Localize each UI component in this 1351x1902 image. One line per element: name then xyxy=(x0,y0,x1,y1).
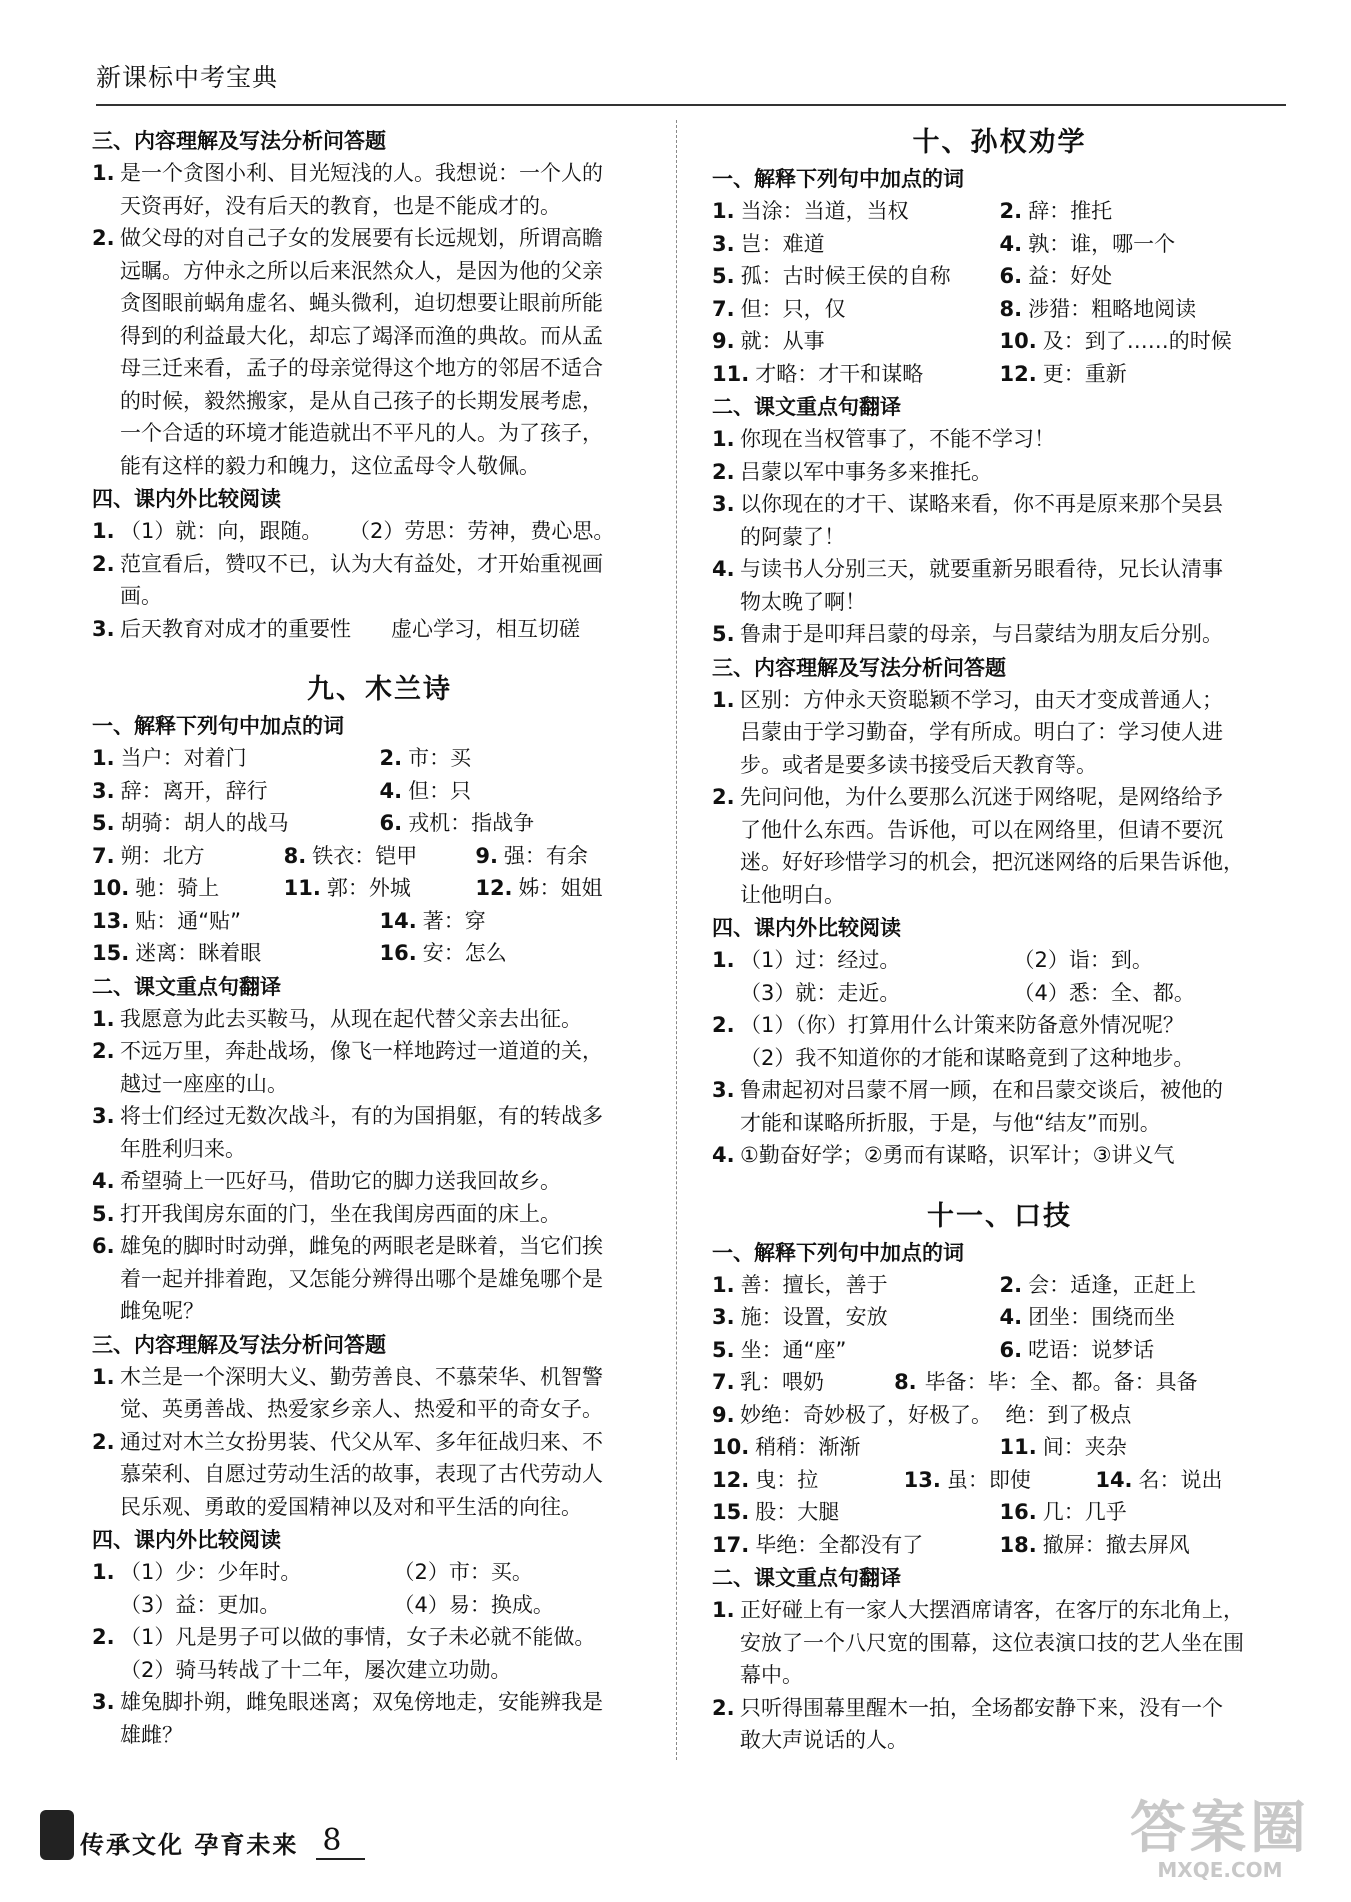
answer-item xyxy=(92,222,667,482)
item-number: 1. xyxy=(92,1364,115,1389)
item-number: 14. xyxy=(379,908,417,933)
item-number: 17. xyxy=(712,1532,750,1557)
item-text: 通过对木兰女扮男装、代父从军、多年征战归来、不 慕荣利、自愿过劳动生活的故事，表现了古代劳动人 民乐观、勇敢的爱国精神以及对和平生活的向往。 xyxy=(120,1429,603,1519)
answer-item xyxy=(712,1594,1287,1692)
item-number: 12. xyxy=(999,361,1037,386)
item-number: 1. xyxy=(712,687,735,712)
section-heading: 四、课内外比较阅读 xyxy=(92,1528,281,1552)
word-item xyxy=(904,1464,1096,1497)
item-text: 乳：喂奶 xyxy=(740,1370,865,1394)
word-definition: 岂：难道 xyxy=(740,231,825,256)
answer-item xyxy=(712,684,1287,782)
item-text: 雄兔的脚时时动弹，雌兔的两眼老是眯着，当它们挨 着一起并排着跑，又怎能分辨得出哪个是雄兔哪个是 雌兔呢？ xyxy=(120,1234,603,1323)
item-number: 5. xyxy=(712,1337,735,1362)
word-item xyxy=(1000,1269,1288,1302)
item-text: 后天教育对成才的重要性 虚心学习，相互切磋 xyxy=(120,616,581,641)
word-definition: 曳：拉 xyxy=(755,1467,819,1492)
item-number: 2. xyxy=(712,1013,735,1037)
word-item xyxy=(712,195,1000,228)
item-number: 2. xyxy=(92,551,115,576)
answer-item xyxy=(712,944,1287,1009)
item-number: 3. xyxy=(92,1690,115,1714)
item-number: 2. xyxy=(92,1429,115,1454)
item-text: （1）凡是男子可以做的事情，女子未必就不能做。 （2）骑马转战了十二年，屡次建立功勋。 xyxy=(120,1625,596,1682)
word-item xyxy=(1000,1334,1288,1367)
word-item xyxy=(1000,325,1288,358)
word-item xyxy=(712,1464,904,1497)
word-definition: 撤屏：撤去屏风 xyxy=(1042,1532,1190,1557)
item-number: 2. xyxy=(379,746,403,770)
word-definition: 辞：推托 xyxy=(1028,199,1113,223)
word-definition: 就：从事 xyxy=(740,329,825,353)
item-number: 11. xyxy=(999,1435,1037,1459)
word-definition: 稍稍：渐渐 xyxy=(755,1435,861,1459)
item-number: 2. xyxy=(92,1625,115,1649)
word-definition: 当涂：当道，当权 xyxy=(740,199,909,223)
item-text: 打开我闺房东面的门，坐在我闺房西面的床上。 xyxy=(120,1201,561,1226)
item-number: 3. xyxy=(712,1078,735,1102)
word-item xyxy=(92,742,380,775)
word-item xyxy=(284,840,476,873)
item-number: 3. xyxy=(712,1305,735,1329)
answer-item xyxy=(92,613,667,646)
word-definition: 安：怎么 xyxy=(422,941,507,965)
word-item xyxy=(1000,260,1288,293)
word-item xyxy=(1000,1431,1288,1464)
item-number: 1. xyxy=(712,199,735,223)
item-text: 雄兔脚扑朔，雌兔眼迷离；双兔傍地走，安能辨我是 雄雌？ xyxy=(120,1690,603,1747)
sub-answer: （4）易：换成。 xyxy=(393,1592,554,1617)
word-grid xyxy=(92,905,667,970)
word-definition: 但：只 xyxy=(408,778,472,803)
sub-answer: （4）悉：全、都。 xyxy=(1013,980,1195,1005)
word-definition: 益：好处 xyxy=(1028,264,1113,288)
word-item xyxy=(284,872,476,905)
item-number: 12. xyxy=(712,1467,750,1492)
word-definition: 姊：姐姐 xyxy=(518,876,603,900)
item-number: 11. xyxy=(712,361,750,386)
word-item xyxy=(1000,1301,1288,1334)
item-text: 是一个贪图小利、目光短浅的人。我想说：一个人的 天资再好，没有后天的教育，也是不能成才的。 xyxy=(120,161,603,218)
word-item xyxy=(712,1269,1000,1302)
page-footer xyxy=(40,1800,440,1860)
word-definition: 虽：即使 xyxy=(946,1467,1031,1492)
word-definition: 但：只，仅 xyxy=(740,296,846,321)
word-item xyxy=(380,807,668,840)
footer-brand: 传承文化 孕育未来 xyxy=(80,1830,299,1859)
item-number: 15. xyxy=(92,941,130,965)
answer-item xyxy=(712,1074,1287,1139)
sub-answer: （3）益：更加。 xyxy=(120,1592,281,1617)
item-number: 2. xyxy=(92,226,115,250)
answer-list xyxy=(92,515,667,645)
sub-answer: （1）少：少年时。 xyxy=(120,1560,302,1584)
answer-item xyxy=(712,456,1287,489)
item-text: 吕蒙以军中事务多来推托。 xyxy=(740,459,992,484)
answer-item xyxy=(92,515,667,548)
item-text: 做父母的对自己子女的发展要有长远规划，所谓高瞻 远瞩。方仲永之所以后来泯然众人，是因为他的父亲 贪图眼前蜗角虚名、蝇头微利，迫切想要让眼前所能 得到的利益最大化，却忘了竭泽而渔的典故。而从孟 母三迁来看，孟子的母亲觉得这个地方的邻居不适合 的时候，毅然搬家，是从自己孩子的长期发展考虑， 一个合适的环境才能造就出不平凡的人。为了孩子， 能有这样的毅力和魄力，这位孟母令人敬佩。 xyxy=(120,226,603,478)
item-number: 7. xyxy=(92,843,115,868)
answer-item xyxy=(92,1426,667,1524)
item-text: 妙绝：奇妙极了，好极了。 绝：到了极点 xyxy=(740,1402,1132,1427)
word-item xyxy=(380,937,668,970)
item-text: 我愿意为此去买鞍马，从现在起代替父亲去出征。 xyxy=(120,1006,582,1031)
word-item xyxy=(380,905,668,938)
answer-list xyxy=(712,1594,1287,1757)
answer-item xyxy=(92,1100,667,1165)
word-definition: 贴：通“贴” xyxy=(135,908,241,933)
answer-item xyxy=(712,781,1287,911)
answer-item xyxy=(92,1621,667,1686)
word-item xyxy=(712,260,1000,293)
word-definition: 会：适逢，正赶上 xyxy=(1028,1272,1197,1297)
item-text: 将士们经过无数次战斗，有的为国捐躯，有的转战多 年胜利归来。 xyxy=(120,1104,603,1161)
word-item xyxy=(92,905,380,938)
sub-answer: （2）市：买。 xyxy=(393,1560,533,1584)
word-grid xyxy=(92,742,667,840)
answer-list xyxy=(92,157,667,482)
section-heading: 三、内容理解及写法分析问答题 xyxy=(92,129,386,153)
item-text: 毕备：毕：全、都。备：具备 xyxy=(924,1370,1198,1394)
word-item xyxy=(712,1334,1000,1367)
word-definition: 善：擅长，善于 xyxy=(740,1272,888,1297)
word-definition: 毕绝：全都没有了 xyxy=(755,1532,924,1557)
item-number: 4. xyxy=(999,231,1023,256)
word-definition: 当户：对着门 xyxy=(120,746,247,770)
item-number: 5. xyxy=(92,1201,115,1226)
answer-item xyxy=(92,1198,667,1231)
answer-item xyxy=(92,1035,667,1100)
word-definition: 驰：骑上 xyxy=(135,876,220,900)
answer-item xyxy=(712,488,1287,553)
item-number: 6. xyxy=(92,1234,115,1258)
item-number: 3. xyxy=(92,1104,115,1128)
word-item xyxy=(92,807,380,840)
word-definition: 坐：通“座” xyxy=(740,1337,847,1362)
item-number: 14. xyxy=(1095,1467,1133,1492)
item-text: 正好碰上有一家人大摆酒席请客，在客厅的东北角上， 安放了一个八尺宽的围幕，这位表演口技的艺人坐在围 幕中。 xyxy=(740,1598,1244,1687)
sub-answer: （1）过：经过。 xyxy=(740,948,901,972)
item-number: 10. xyxy=(92,876,130,900)
word-definition: 强：有余 xyxy=(503,843,588,868)
word-item xyxy=(92,872,284,905)
item-number: 1. xyxy=(712,427,735,451)
word-definition: 辞：离开，辞行 xyxy=(120,778,268,803)
item-text: 区别：方仲永天资聪颖不学习，由天才变成普通人； 吕蒙由于学习勤奋，学有所成。明白了：学习使人进 步。或者是要多读书接受后天教育等。 xyxy=(740,687,1223,777)
word-item xyxy=(475,840,667,873)
watermark-logo: 答案圈 xyxy=(1130,1796,1310,1861)
section-heading: 四、课内外比较阅读 xyxy=(92,487,281,511)
answer-item xyxy=(712,618,1287,651)
answer-item xyxy=(92,1361,667,1426)
answer-item xyxy=(92,1230,667,1328)
word-item xyxy=(92,840,284,873)
word-item xyxy=(712,293,1000,326)
item-number: 4. xyxy=(712,1143,735,1167)
word-grid xyxy=(712,1496,1287,1529)
word-definition: 股：大腿 xyxy=(755,1500,840,1524)
item-number: 11. xyxy=(283,876,321,900)
answer-item xyxy=(712,553,1287,618)
section-heading: 四、课内外比较阅读 xyxy=(712,916,901,940)
word-grid xyxy=(712,195,1287,390)
section-heading: 一、解释下列句中加点的词 xyxy=(712,167,964,191)
word-item xyxy=(475,872,667,905)
word-definition: 团坐：围绕而坐 xyxy=(1028,1305,1176,1329)
item-number: 1. xyxy=(92,1560,115,1584)
item-text: 不远万里，奔赴战场，像飞一样地跨过一道道的关， 越过一座座的山。 xyxy=(120,1039,603,1096)
item-number: 8. xyxy=(894,1370,917,1394)
item-number: 18. xyxy=(999,1532,1037,1557)
word-grid xyxy=(712,1431,1287,1464)
item-number: 10. xyxy=(999,329,1037,353)
answer-item xyxy=(712,1139,1287,1172)
item-number: 7. xyxy=(712,1370,735,1394)
item-text: （1）（你）打算用什么计策来防备意外情况呢？ （2）我不知道你的才能和谋略竟到了这种地步。 xyxy=(740,1013,1195,1070)
item-number: 5. xyxy=(712,622,735,646)
item-text: 与读书人分别三天，就要重新另眼看待，兄长认清事 物太晚了啊！ xyxy=(740,557,1223,614)
answer-list xyxy=(712,684,1287,912)
answer-item xyxy=(92,157,667,222)
item-number: 10. xyxy=(712,1435,750,1459)
word-item xyxy=(712,228,1000,261)
item-number: 4. xyxy=(92,1169,115,1193)
word-definition: 朔：北方 xyxy=(120,843,205,868)
publisher-logo-icon xyxy=(40,1810,74,1860)
item-text: 木兰是一个深明大义、勤劳善良、不慕荣华、机智警 觉、英勇善战、热爱家乡亲人、热爱和平的奇女子。 xyxy=(120,1364,603,1421)
word-grid xyxy=(712,1529,1287,1562)
item-number: 6. xyxy=(999,264,1023,288)
section-heading: 二、课文重点句翻译 xyxy=(712,1566,901,1590)
item-text: 鲁肃起初对吕蒙不屑一顾，在和吕蒙交谈后，被他的 才能和谋略所折服，于是，与他“结友”而别。 xyxy=(740,1078,1223,1135)
item-number: 5. xyxy=(92,811,115,835)
word-definition: 市：买 xyxy=(408,746,472,770)
item-text: 只听得围幕里醒木一拍，全场都安静下来，没有一个 敢大声说话的人。 xyxy=(740,1695,1223,1752)
item-text: 你现在当权管事了，不能不学习！ xyxy=(740,427,1055,451)
header-title: 新课标中考宝典 xyxy=(96,63,279,92)
word-definition: 施：设置，安放 xyxy=(740,1305,888,1329)
sub-answer: （2）诣：到。 xyxy=(1013,948,1153,972)
item-number: 4. xyxy=(999,1305,1023,1329)
item-number: 12. xyxy=(475,876,513,900)
item-number: 4. xyxy=(379,778,403,803)
word-item xyxy=(1000,228,1288,261)
word-definition: 孤：古时候王侯的自称 xyxy=(740,264,951,288)
word-definition: 郭：外城 xyxy=(326,876,411,900)
item-number: 9. xyxy=(712,329,735,353)
word-item xyxy=(712,1529,1000,1562)
item-text: 先问问他，为什么要那么沉迷于网络呢，是网络给予 了他什么东西。告诉他，可以在网络里，但请不要沉 迷。好好珍惜学习的机会，把沉迷网络的后果告诉他， 让他明白。 xyxy=(740,785,1244,907)
word-item xyxy=(1000,195,1288,228)
item-number: 13. xyxy=(903,1467,941,1492)
item-number: 16. xyxy=(999,1500,1037,1524)
section-heading: 一、解释下列句中加点的词 xyxy=(712,1240,964,1265)
word-definition: 间：夹杂 xyxy=(1042,1435,1127,1459)
sub-answer-grid xyxy=(740,944,1287,1009)
word-grid xyxy=(712,1464,1287,1497)
item-number: 2. xyxy=(712,1695,735,1720)
item-number: 2. xyxy=(999,1272,1023,1297)
answer-list xyxy=(92,1003,667,1328)
word-definition: 几：几乎 xyxy=(1042,1500,1127,1524)
word-row xyxy=(712,1399,1287,1432)
word-definition: 更：重新 xyxy=(1042,361,1127,386)
answer-list xyxy=(712,423,1287,651)
section-heading: 三、内容理解及写法分析问答题 xyxy=(712,655,1006,680)
item-number: 6. xyxy=(999,1337,1023,1362)
item-number: 1. xyxy=(92,746,115,770)
word-item xyxy=(92,775,380,808)
word-grid xyxy=(92,840,667,905)
answer-list xyxy=(92,1556,667,1751)
item-number: 1. xyxy=(712,1272,735,1297)
answer-item xyxy=(712,1692,1287,1757)
item-number: 1. xyxy=(92,161,115,185)
answer-item xyxy=(712,1009,1287,1074)
item-number: 3. xyxy=(92,616,115,641)
right-column xyxy=(712,124,1287,1757)
word-definition: 迷离：眯着眼 xyxy=(135,941,262,965)
item-number: 16. xyxy=(379,941,417,965)
item-number: 1. xyxy=(712,948,735,972)
sub-answer-grid xyxy=(120,1556,667,1621)
item-text: （1）就：向，跟随。 （2）劳思：劳神，费心思。 xyxy=(120,519,615,543)
chapter-title: 九、木兰诗 xyxy=(307,674,452,705)
word-item xyxy=(1000,1529,1288,1562)
watermark xyxy=(1110,1796,1330,1890)
item-number: 9. xyxy=(712,1402,735,1427)
section-heading: 二、课文重点句翻译 xyxy=(92,974,281,999)
word-definition: 名：说出 xyxy=(1138,1467,1223,1492)
word-definition: 呓语：说梦话 xyxy=(1028,1337,1155,1362)
item-text: 希望骑上一匹好马，借助它的脚力送我回故乡。 xyxy=(120,1169,561,1193)
item-text: 以你现在的才干、谋略来看，你不再是原来那个吴县 的阿蒙了！ xyxy=(740,492,1223,549)
item-number: 5. xyxy=(712,264,735,288)
answer-item xyxy=(92,1003,667,1036)
item-number: 6. xyxy=(379,811,403,835)
item-number: 15. xyxy=(712,1500,750,1524)
left-column xyxy=(92,124,667,1751)
item-number: 9. xyxy=(475,843,498,868)
answer-item xyxy=(92,1165,667,1198)
item-number: 7. xyxy=(712,296,735,321)
item-number: 13. xyxy=(92,908,130,933)
word-item xyxy=(712,1431,1000,1464)
word-row xyxy=(712,1366,1287,1399)
item-number: 1. xyxy=(92,519,115,543)
word-item xyxy=(1095,1464,1287,1497)
word-item xyxy=(712,358,1000,391)
word-definition: 胡骑：胡人的战马 xyxy=(120,811,289,835)
answer-item xyxy=(712,423,1287,456)
item-number: 8. xyxy=(999,296,1023,321)
watermark-url: MXQE.COM xyxy=(1157,1858,1283,1882)
item-number: 1. xyxy=(92,1006,115,1031)
word-item xyxy=(712,1496,1000,1529)
word-item xyxy=(1000,1496,1288,1529)
word-definition: 戎机：指战争 xyxy=(408,811,535,835)
item-number: 3. xyxy=(712,231,735,256)
word-grid xyxy=(712,1269,1287,1367)
chapter-title: 十、孙权劝学 xyxy=(912,127,1087,158)
word-item xyxy=(712,1301,1000,1334)
word-item xyxy=(1000,293,1288,326)
word-definition: 涉猎：粗略地阅读 xyxy=(1028,296,1197,321)
word-item xyxy=(92,937,380,970)
answer-item xyxy=(92,1556,667,1621)
item-text: 鲁肃于是叩拜吕蒙的母亲，与吕蒙结为朋友后分别。 xyxy=(740,622,1223,646)
answer-item xyxy=(92,1686,667,1751)
item-number: 3. xyxy=(712,492,735,516)
page-header xyxy=(96,58,1286,106)
column-divider xyxy=(676,120,677,1760)
answer-list xyxy=(712,944,1287,1172)
section-heading: 一、解释下列句中加点的词 xyxy=(92,714,344,738)
word-definition: 孰：谁，哪一个 xyxy=(1028,231,1176,256)
item-number: 2. xyxy=(92,1039,115,1063)
word-definition: 才略：才干和谋略 xyxy=(755,361,924,386)
item-number: 2. xyxy=(712,785,735,809)
item-number: 2. xyxy=(999,199,1023,223)
word-item xyxy=(712,325,1000,358)
item-text: 范宣看后，赞叹不已，认为大有益处，才开始重视画 画。 xyxy=(120,551,603,608)
page-number: 8 xyxy=(316,1823,365,1860)
word-definition: 铁衣：铠甲 xyxy=(312,843,418,868)
answer-item xyxy=(92,548,667,613)
answer-list xyxy=(92,1361,667,1524)
chapter-title: 十一、口技 xyxy=(927,1200,1072,1232)
word-item xyxy=(380,742,668,775)
section-heading: 三、内容理解及写法分析问答题 xyxy=(92,1332,386,1357)
word-item xyxy=(380,775,668,808)
item-number: 2. xyxy=(712,459,735,484)
item-number: 3. xyxy=(92,778,115,803)
item-text: ①勤奋好学；②勇而有谋略，识军计；③讲义气 xyxy=(740,1143,1175,1167)
item-number: 1. xyxy=(712,1598,735,1622)
item-number: 4. xyxy=(712,557,735,581)
sub-answer: （3）就：走近。 xyxy=(740,980,901,1005)
item-number: 8. xyxy=(283,843,307,868)
section-heading: 二、课文重点句翻译 xyxy=(712,395,901,419)
word-definition: 及：到了……的时候 xyxy=(1042,329,1232,353)
word-definition: 著：穿 xyxy=(422,908,486,933)
word-item xyxy=(1000,358,1288,391)
